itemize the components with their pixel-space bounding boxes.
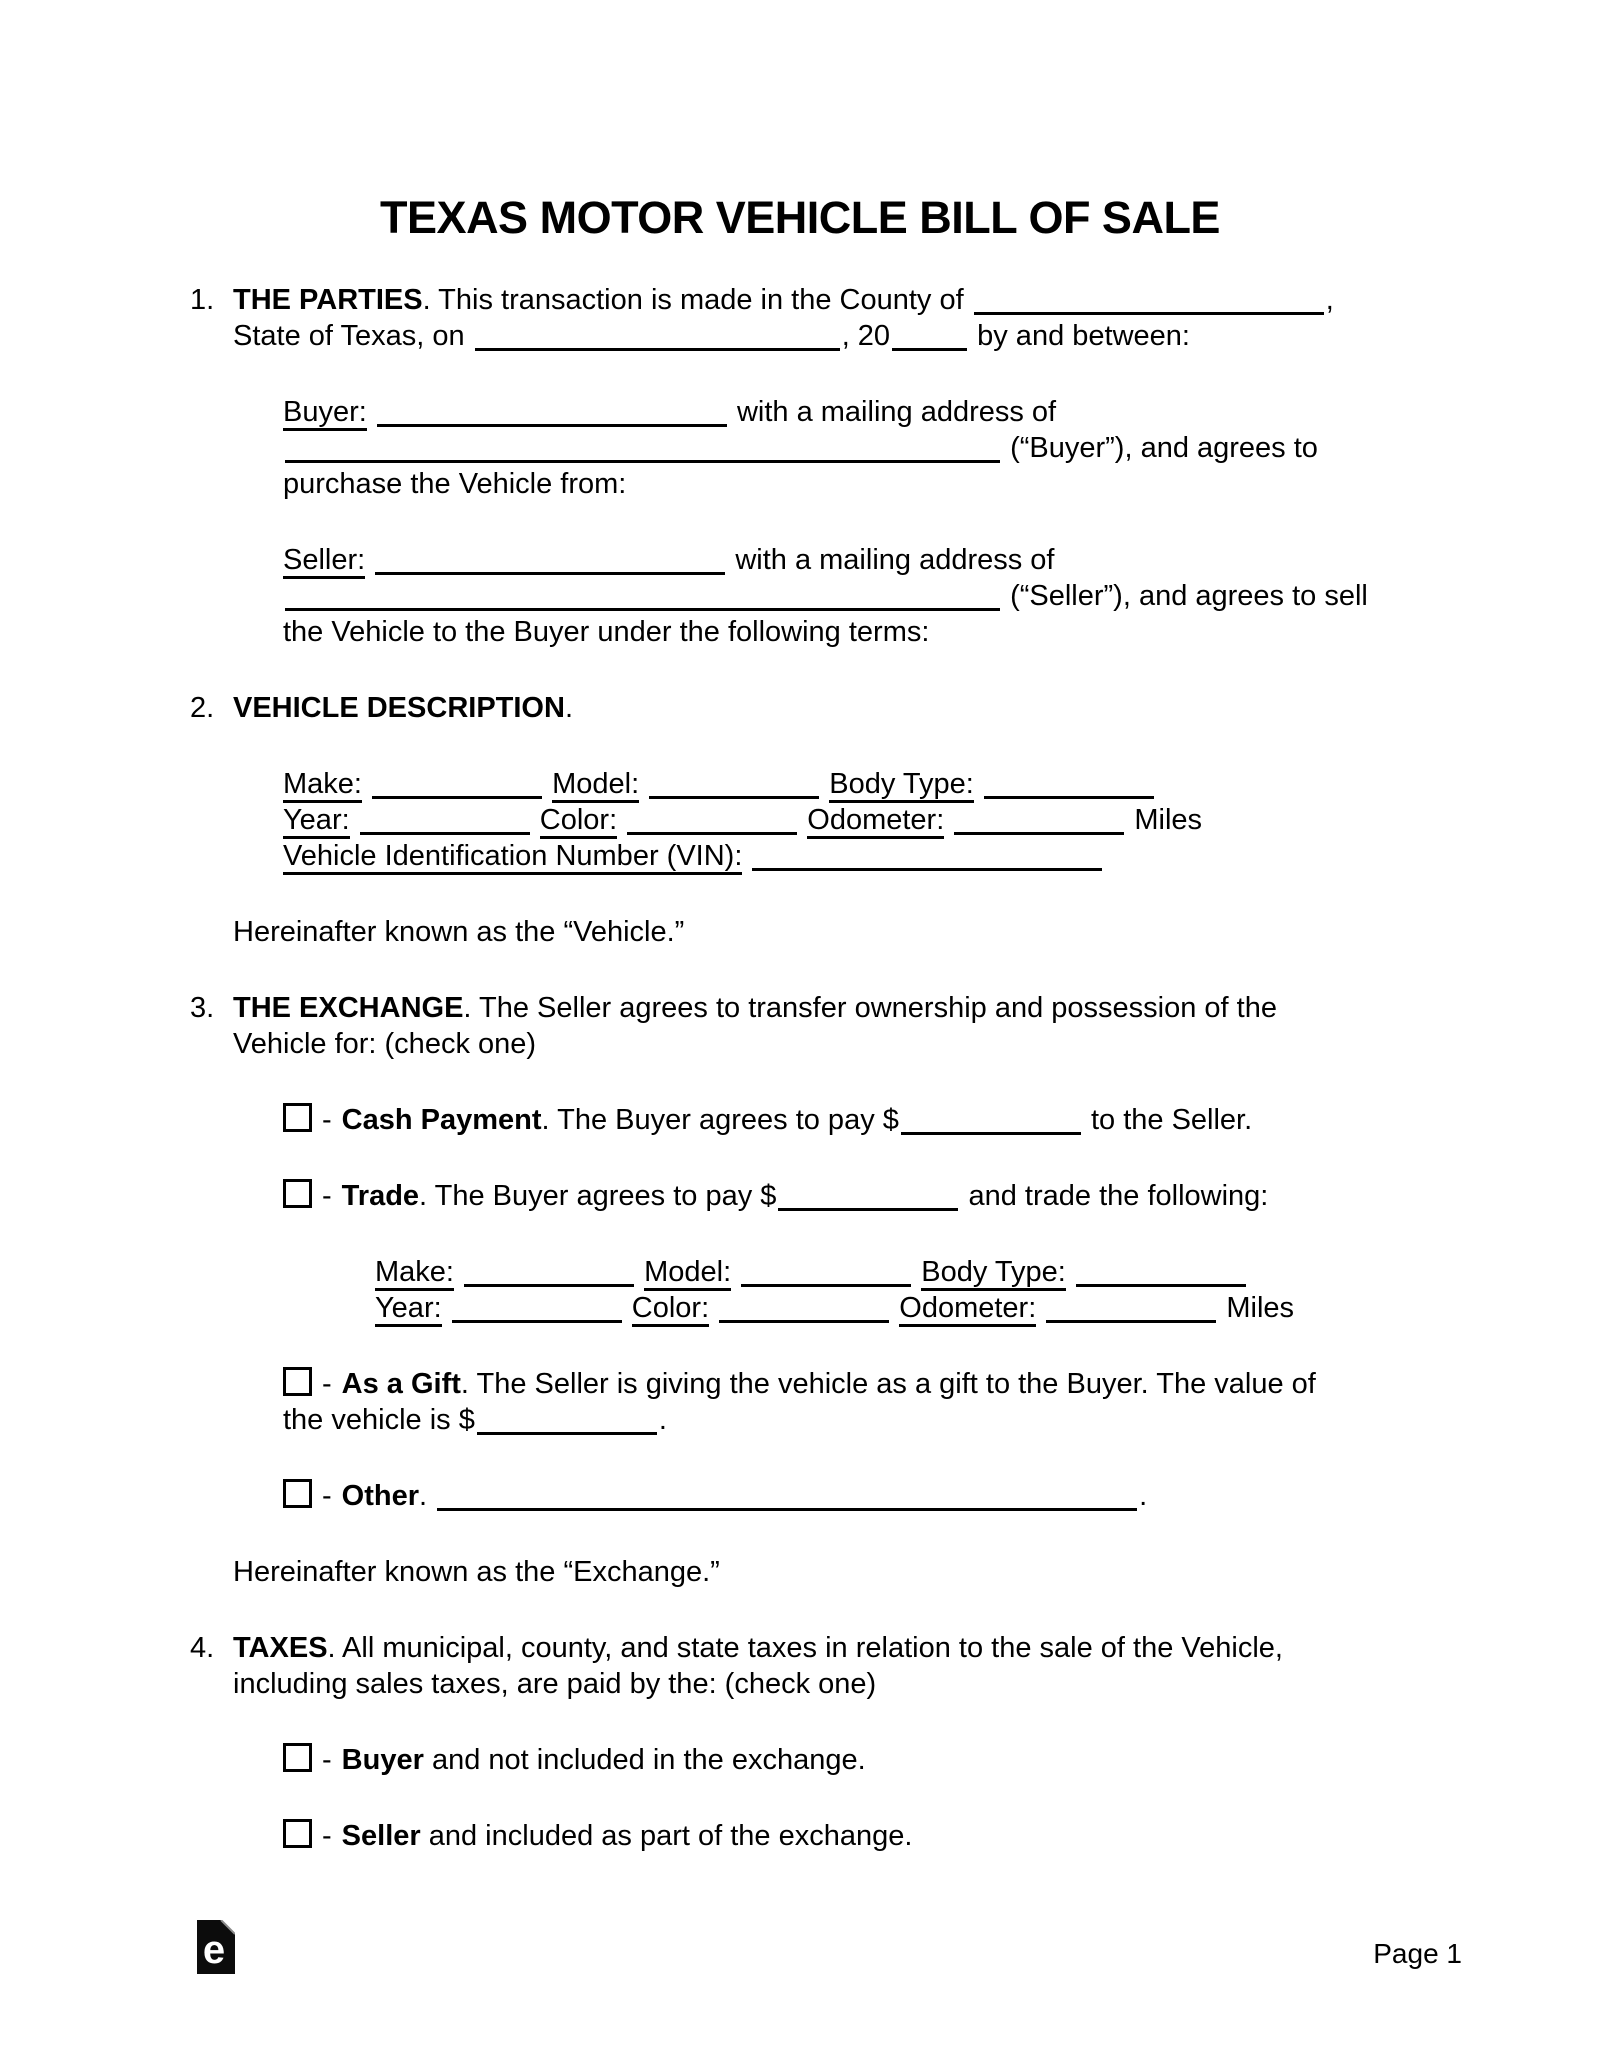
trade-color-blank[interactable] xyxy=(719,1294,889,1323)
seller-text-2: (“Seller”), and agrees to sell xyxy=(1010,580,1368,612)
transaction-date-blank[interactable] xyxy=(475,322,840,351)
trade-year-label: Year: xyxy=(375,1292,442,1327)
buyer-paragraph xyxy=(283,394,1410,502)
trade-make-label: Make: xyxy=(375,1256,454,1291)
year-blank[interactable] xyxy=(892,322,967,351)
make-label: Make: xyxy=(283,768,362,803)
eforms-logo-letter: e xyxy=(202,1928,226,1972)
other-text-1: . xyxy=(419,1480,428,1512)
taxes-seller-checkbox[interactable] xyxy=(283,1819,312,1848)
other-label: Other xyxy=(341,1480,420,1512)
color-blank[interactable] xyxy=(627,806,797,835)
model-label: Model: xyxy=(552,768,639,803)
section-1-text-line2: State of Texas, on xyxy=(233,320,465,352)
other-text-2: . xyxy=(1139,1480,1148,1512)
seller-text-3: the Vehicle to the Buyer under the following terms: xyxy=(283,616,930,648)
buyer-name-blank[interactable] xyxy=(377,398,727,427)
cash-payment-label: Cash Payment xyxy=(341,1104,542,1136)
eforms-logo xyxy=(197,1920,235,1974)
vehicle-description-fields xyxy=(283,766,1410,874)
vin-label: Vehicle Identification Number (VIN): xyxy=(283,840,742,875)
year-label: Year: xyxy=(283,804,350,839)
other-option xyxy=(283,1478,1410,1514)
gift-label: As a Gift xyxy=(341,1368,461,1400)
section-4-taxes xyxy=(190,1630,1410,1702)
gift-text-3: . xyxy=(658,1404,667,1436)
seller-address-blank[interactable] xyxy=(285,582,1000,611)
section-1-comma: , xyxy=(1325,284,1334,316)
trade-year-blank[interactable] xyxy=(452,1294,622,1323)
other-dash: - xyxy=(322,1480,332,1512)
cash-amount-blank[interactable] xyxy=(901,1106,1081,1135)
taxes-seller-text: and included as part of the exchange. xyxy=(428,1820,913,1852)
seller-label: Seller: xyxy=(283,544,365,579)
odometer-blank[interactable] xyxy=(954,806,1124,835)
buyer-text-1: with a mailing address of xyxy=(736,396,1057,428)
trade-miles-label: Miles xyxy=(1226,1292,1295,1324)
taxes-buyer-label: Buyer xyxy=(341,1744,424,1776)
vehicle-note: Hereinafter known as the “Vehicle.” xyxy=(233,916,685,948)
cash-payment-text-1: . The Buyer agrees to pay $ xyxy=(541,1104,899,1136)
section-4-number: 4. xyxy=(190,1632,215,1664)
section-2-number: 2. xyxy=(190,692,215,724)
section-3-heading: THE EXCHANGE xyxy=(233,992,464,1024)
year-field-blank[interactable] xyxy=(360,806,530,835)
color-label: Color: xyxy=(540,804,617,839)
trade-make-blank[interactable] xyxy=(464,1258,634,1287)
section-1-the-parties xyxy=(190,282,1410,354)
taxes-seller-label: Seller xyxy=(341,1820,421,1852)
trade-model-label: Model: xyxy=(644,1256,731,1291)
gift-option xyxy=(283,1366,1410,1438)
seller-text-1: with a mailing address of xyxy=(735,544,1055,576)
trade-dash: - xyxy=(322,1180,332,1212)
section-2-period: . xyxy=(564,692,573,724)
section-3-text: . The Seller agrees to transfer ownership and possession of the xyxy=(463,992,1277,1024)
section-3-the-exchange xyxy=(190,990,1410,1062)
trade-label: Trade xyxy=(341,1180,420,1212)
body-type-blank[interactable] xyxy=(984,770,1154,799)
section-1-text: . This transaction is made in the County of xyxy=(422,284,964,316)
cash-payment-checkbox[interactable] xyxy=(283,1103,312,1132)
document-content xyxy=(190,282,1410,1854)
taxes-buyer-dash: - xyxy=(322,1744,332,1776)
county-blank[interactable] xyxy=(974,286,1324,315)
trade-body-type-blank[interactable] xyxy=(1076,1258,1246,1287)
page-number: Page 1 xyxy=(1373,1938,1462,1969)
miles-label: Miles xyxy=(1134,804,1203,836)
taxes-buyer-checkbox[interactable] xyxy=(283,1743,312,1772)
trade-odometer-blank[interactable] xyxy=(1046,1294,1216,1323)
taxes-buyer-text: and not included in the exchange. xyxy=(431,1744,866,1776)
section-4-text-line2: including sales taxes, are paid by the: (check one) xyxy=(233,1668,877,1700)
section-1-heading: THE PARTIES xyxy=(233,284,423,316)
odometer-label: Odometer: xyxy=(807,804,944,839)
body-type-label: Body Type: xyxy=(829,768,974,803)
taxes-buyer-option xyxy=(283,1742,1410,1778)
vin-blank[interactable] xyxy=(752,842,1102,871)
gift-text-1: . The Seller is giving the vehicle as a gift to the Buyer. The value of xyxy=(460,1368,1316,1400)
trade-option xyxy=(283,1178,1410,1214)
model-blank[interactable] xyxy=(649,770,819,799)
trade-amount-blank[interactable] xyxy=(778,1182,958,1211)
section-2-vehicle-description xyxy=(190,690,1410,726)
buyer-text-3: purchase the Vehicle from: xyxy=(283,468,627,500)
cash-payment-text-2: to the Seller. xyxy=(1090,1104,1253,1136)
trade-odometer-label: Odometer: xyxy=(899,1292,1036,1327)
section-1-text-end: by and between: xyxy=(977,320,1190,352)
other-description-blank[interactable] xyxy=(437,1482,1137,1511)
cash-payment-dash: - xyxy=(322,1104,332,1136)
trade-color-label: Color: xyxy=(632,1292,709,1327)
taxes-seller-option xyxy=(283,1818,1410,1854)
exchange-note: Hereinafter known as the “Exchange.” xyxy=(233,1556,720,1588)
seller-name-blank[interactable] xyxy=(375,546,725,575)
trade-model-blank[interactable] xyxy=(741,1258,911,1287)
cash-payment-option xyxy=(283,1102,1410,1138)
trade-text-1: . The Buyer agrees to pay $ xyxy=(419,1180,777,1212)
gift-dash: - xyxy=(322,1368,332,1400)
buyer-text-2: (“Buyer”), and agrees to xyxy=(1010,432,1318,464)
section-1-year-prefix: , 20 xyxy=(841,320,891,352)
section-4-heading: TAXES xyxy=(233,1632,328,1664)
trade-vehicle-fields xyxy=(375,1254,1410,1326)
gift-checkbox[interactable] xyxy=(283,1367,312,1396)
trade-body-type-label: Body Type: xyxy=(921,1256,1066,1291)
section-2-heading: VEHICLE DESCRIPTION xyxy=(233,692,565,724)
gift-value-blank[interactable] xyxy=(477,1406,657,1435)
section-3-text-line2: Vehicle for: (check one) xyxy=(233,1028,537,1060)
seller-paragraph xyxy=(283,542,1410,650)
section-3-number: 3. xyxy=(190,992,215,1024)
trade-text-2: and trade the following: xyxy=(968,1180,1269,1212)
taxes-seller-dash: - xyxy=(322,1820,332,1852)
document-title: TEXAS MOTOR VEHICLE BILL OF SALE xyxy=(380,192,1220,243)
trade-checkbox[interactable] xyxy=(283,1179,312,1208)
buyer-address-blank[interactable] xyxy=(285,434,1000,463)
section-1-number: 1. xyxy=(190,284,215,316)
other-checkbox[interactable] xyxy=(283,1479,312,1508)
gift-text-2: the vehicle is $ xyxy=(283,1404,475,1436)
buyer-label: Buyer: xyxy=(283,396,367,431)
section-4-text: . All municipal, county, and state taxes in relation to the sale of the Vehicle, xyxy=(327,1632,1283,1664)
make-blank[interactable] xyxy=(372,770,542,799)
